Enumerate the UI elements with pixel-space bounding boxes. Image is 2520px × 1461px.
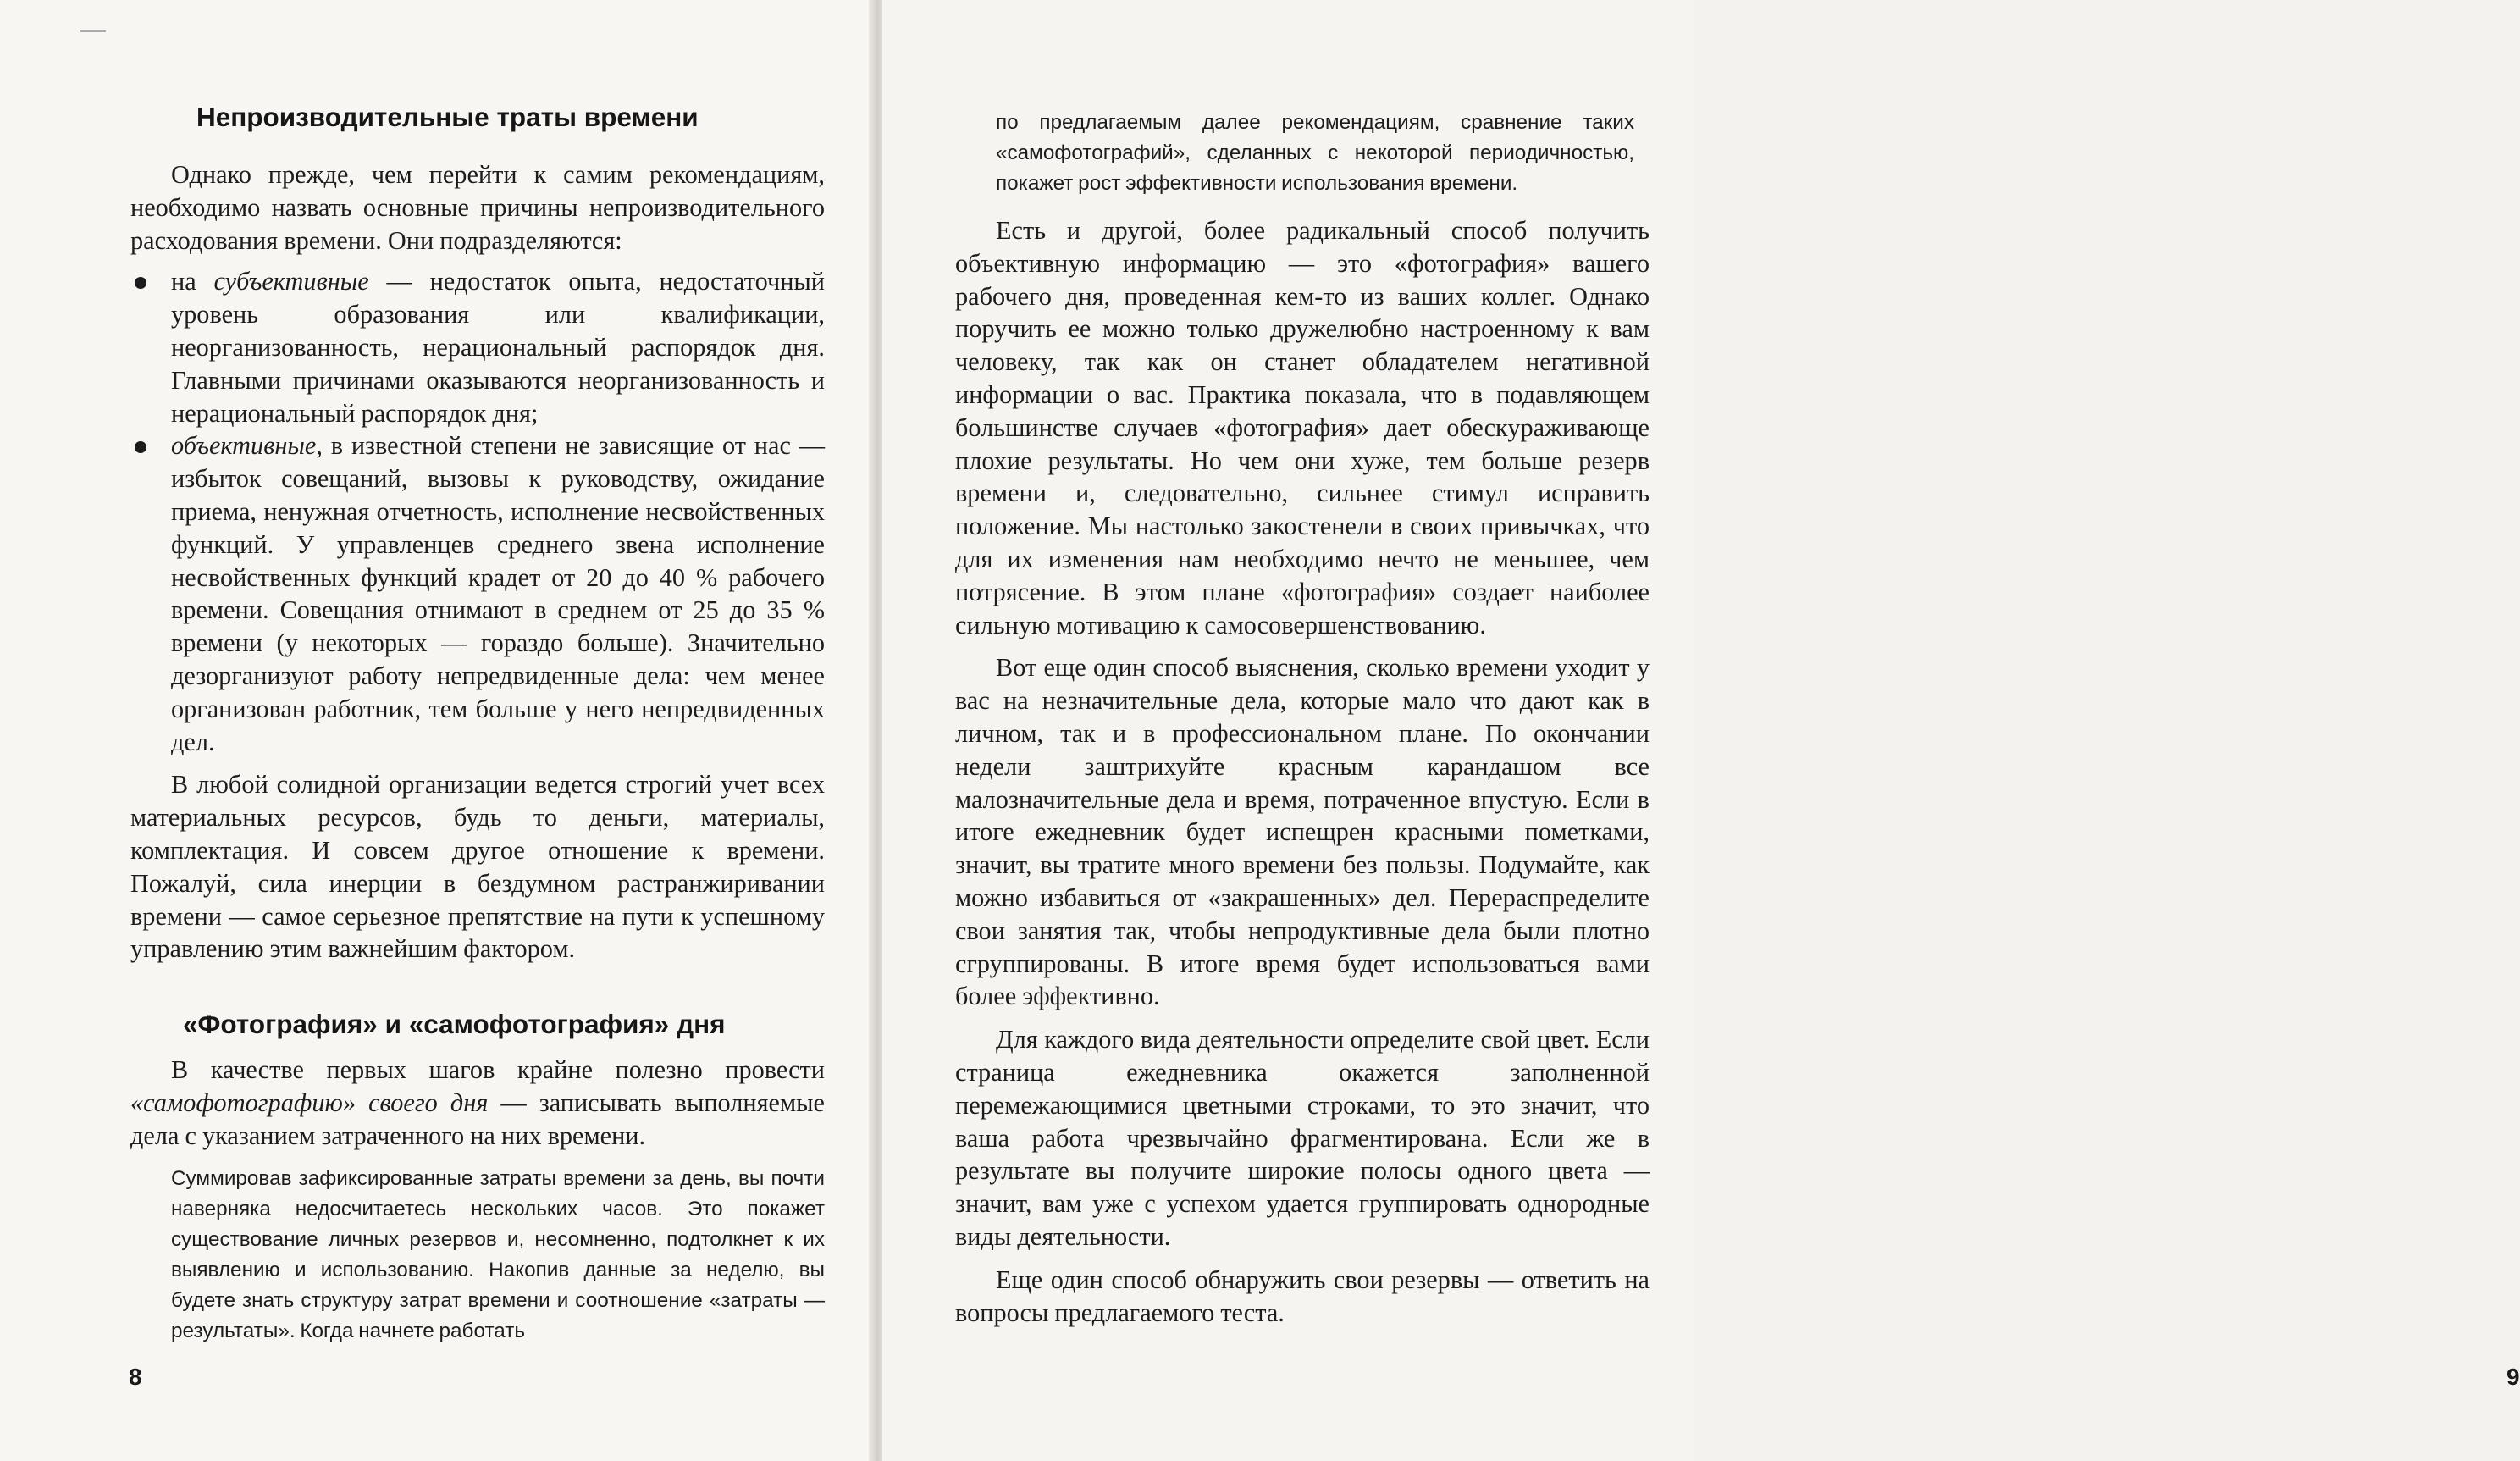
section-heading-unproductive-time: Непроизводительные траты времени	[196, 102, 699, 132]
right-text-column	[955, 108, 1650, 1329]
para3-rest: — записывать выполняемые дела с указанием затраченного на них времени.	[130, 1087, 825, 1150]
para3-prefix: В качестве первых шагов крайне полезно провести	[171, 1055, 825, 1085]
left-text-column	[130, 102, 825, 1347]
print-mark	[80, 30, 106, 32]
bullet-text-objective	[171, 429, 825, 758]
bullet1-prefix: на	[171, 267, 214, 296]
red-pencil-paragraph: Вот еще один способ выяснения, сколько времени уходит у вас на незначительные дела, которые мало что дают как в личном, так и в профессиональном плане. По окончании недели заштрихуйте красным карандашом все малозначительные дела и время, потраченное впустую. Если в итоге ежедневник будет испещрен красными пометками, значит, вы тратите много времени без пользы. Подумайте, как можно избавиться от «закрашенных» дел. Перераспределите свои занятия так, чтобы непродуктивные дела были плотно сгруппированы. В итоге время будет использоваться вами более эффективно.	[955, 653, 1650, 1011]
sans-note-continuation: по предлагаемым далее рекомендациям, сравнение таких «самофотографий», сделанных с некоторой периодичностью, покажет рост эффективности использования времени.	[996, 111, 1634, 195]
page-number-right: 9	[2506, 1364, 2520, 1390]
list-item-subjective	[130, 265, 825, 429]
list-item-objective	[130, 429, 825, 758]
left-page	[0, 0, 870, 1461]
first-steps-paragraph	[130, 1054, 825, 1152]
section-heading-photography: «Фотография» и «самофотография» дня	[183, 1009, 726, 1040]
causes-list	[130, 265, 825, 758]
sans-note-block: Суммировав зафиксированные затраты времени за день, вы почти наверняка недосчитаетесь нескольких часов. Это покажет существование личных резервов и, несомненно, подтолкнет к их выявлению и использованию. Накопив данные за неделю, вы будете знать структуру затрат времени и соотношение «затраты — результаты». Когда начнете работать	[171, 1166, 825, 1342]
para3-emphasis: «самофотографию» своего дня	[130, 1087, 489, 1117]
bullet-text-subjective	[171, 265, 825, 429]
bullet1-rest: — недостаток опыта, недостаточный уровень образования или квалификации, неорганизованность, нерациональный распорядок дня. Главными причинами оказываются неорганизованность и нерациональный распорядок дня;	[171, 267, 825, 428]
resources-paragraph: В любой солидной организации ведется строгий учет всех материальных ресурсов, будь то деньги, материалы, комплектация. И совсем другое отношение к времени. Пожалуй, сила инерции в бездумном растранжиривании времени — самое серьезное препятствие на пути к успешному управлению этим важнейшим фактором.	[130, 770, 825, 964]
bullet1-emphasis: субъективные	[213, 267, 369, 296]
bullet-icon	[135, 277, 146, 289]
bullet-icon	[135, 441, 146, 453]
color-coding-paragraph: Для каждого вида деятельности определите свой цвет. Если страница ежедневника окажется заполненной перемежающимися цветными строками, то это значит, что ваша работа чрезвычайно фрагментирована. Если же в результате вы получите широкие полосы одного цвета — значит, вам уже с успехом удается группировать однородные виды деятельности.	[955, 1025, 1650, 1251]
intro-paragraph: Однако прежде, чем перейти к самим рекомендациям, необходимо назвать основные причины непроизводительного расходования времени. Они подразделяются:	[130, 160, 825, 255]
radical-method-paragraph: Есть и другой, более радикальный способ получить объективную информацию — это «фотография» вашего рабочего дня, проведенная кем-то из ваших коллег. Однако поручить ее можно только дружелюбно настроенному к вам человеку, так как он станет обладателем негативной информации о вас. Практика показала, что в подавляющем большинстве случаев «фотография» дает обескураживающе плохие результаты. Но чем они хуже, тем больше резерв времени и, следовательно, сильнее стимул исправить положение. Мы настолько закостенели в своих привычках, что для их изменения нам необходимо нечто не меньшее, чем потрясение. В этом плане «фотография» создает наиболее сильную мотивацию к самосовершенствованию.	[955, 216, 1650, 639]
bullet2-emphasis: объективные	[171, 431, 317, 461]
test-paragraph: Еще один способ обнаружить свои резервы — ответить на вопросы предлагаемого теста.	[955, 1265, 1650, 1327]
page-number-left: 8	[129, 1364, 142, 1390]
bullet2-rest: , в известной степени не зависящие от нас — избыток совещаний, вызовы к руководству, ожидание приема, ненужная отчетность, исполнение несвойственных функций. У управленцев среднего звена исполнение несвойственных функций крадет от 20 до 40 % рабочего времени. Совещания отнимают в среднем от 25 до 35 % времени (у некоторых — гораздо больше). Значительно дезорганизуют работу непредвиденные дела: чем менее организован работник, тем больше у него непредвиденных дел.	[171, 431, 825, 756]
